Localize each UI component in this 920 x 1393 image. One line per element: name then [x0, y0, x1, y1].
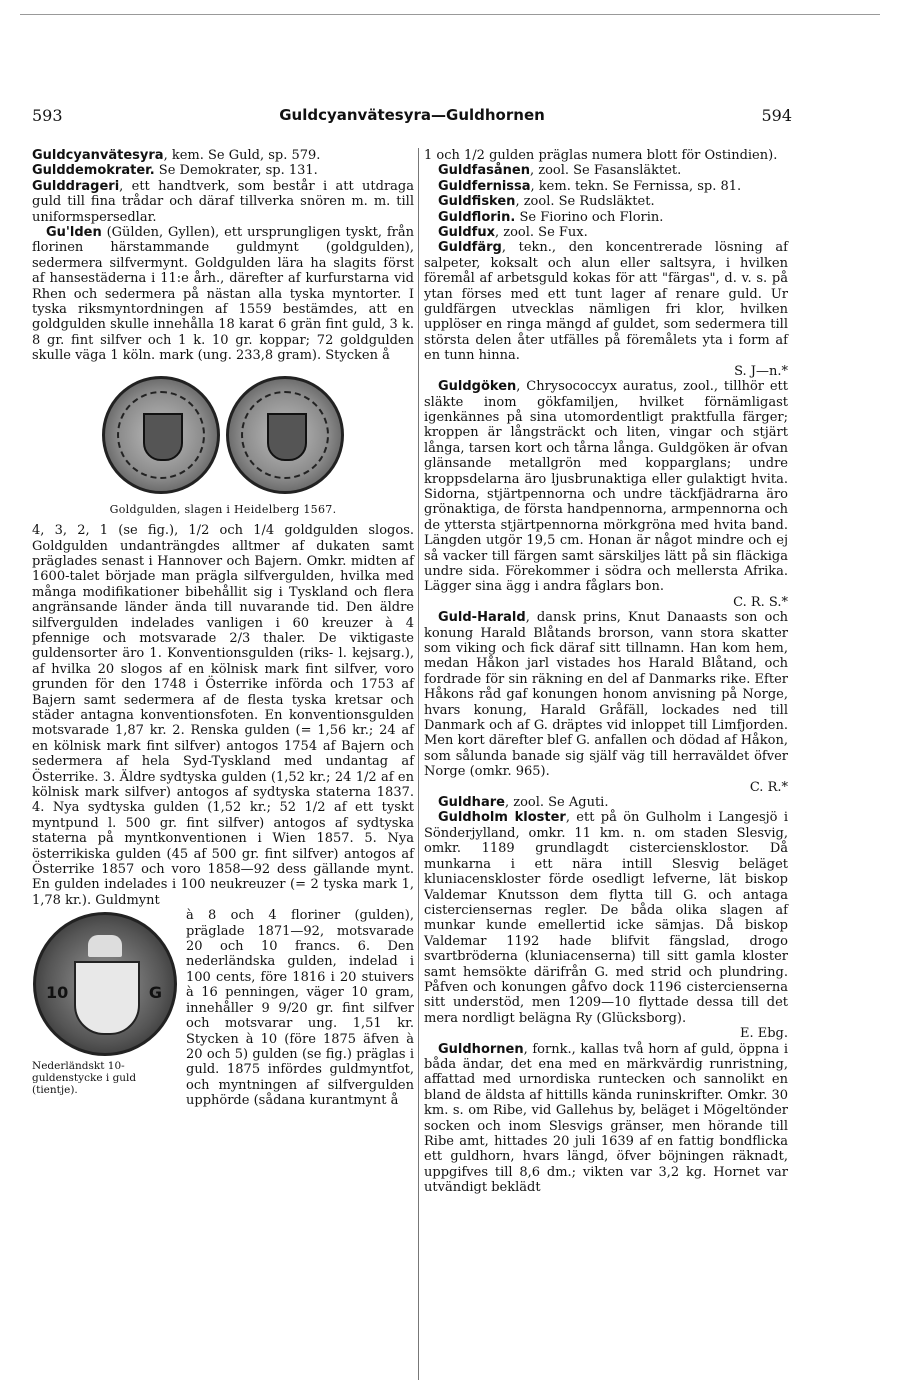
tientje-coin-image — [33, 912, 177, 1056]
entry-guldfisken — [424, 194, 788, 209]
headword: Gu'lden — [46, 225, 102, 241]
entry-guldfux — [424, 225, 788, 240]
entry-text: , tekn., den koncentrerade lösning af salpeter, koksalt och alun eller saltsyra, i hvilken föremål af arbetsguld kokas för att "färgas", d. v. s. på ytan förses med ett tunt lager af renare guld. Ur guldfärgen utvecklas nämligen fri klor, hvilken upplöser en ringa mängd af guldet, som sedermera till största delen åter utfälles på föremålets yta i form af en tunn hinna. — [424, 240, 788, 364]
page-number-left: 593 — [32, 106, 63, 125]
author-signature: C. R.* — [749, 779, 788, 795]
entry-text: , kem. tekn. Se Fernissa, sp. 81. — [530, 178, 742, 194]
author-signature: E. Ebg. — [739, 1026, 788, 1042]
entry-text: Se Demokrater, sp. 131. — [154, 163, 318, 179]
figure-caption: Nederländskt 10-guldenstycke i guld (tientje). — [32, 1060, 137, 1097]
gulden-nederland: à 8 och 4 floriner (gulden), präglade 1871—92, motsvarade 20 och 10 francs. 6. Den nederländska gulden, indelad i 100 cents, före 1816 i 20 stuivers à 16 penningen, väger 10 gram, innehåller 9 9/20 gr. fint silfver och motsvarar ung. 1,51 kr. Stycken à 10 (före 1875 äfven à 20 och 5) gulden (se fig.) präglas i guld. 1875 infördes guldmyntfot, och myntningen af silfvergulden upphörde (sådana kurantmynt å — [186, 908, 414, 1109]
entry-gulddrageri — [32, 179, 414, 225]
entry-text: , fornk., kallas två horn af guld, öppna i båda ändar, det ena med en märkvärdig runristning, affattad med urnordiska runtecken och sannolikt en bland de äldsta af hittills kända runinskrifter. Omkr. 30 km. s. om Ribe, vid Gallehus by, beläget i Mögeltönder socken och inom Slesvigs gränser, men hörande till Ribe amt, hittades 20 juli 1639 af en fattig bondflicka ett guldhorn, hvars längd, öfver böjningen räknadt, uppgifves till 8,6 dm.; vikten var 3,2 kg. Hornet var utvändigt beklädt — [424, 1041, 789, 1196]
figure-caption: Goldgulden, slagen i Heidelberg 1567. — [109, 502, 337, 516]
coin-reverse-image — [226, 376, 344, 494]
entry-text: , ett handtverk, som består i att utdraga guld till fina trådar och däraf tillverka snören m. m. till uniformspersedlar. — [32, 178, 414, 225]
coin-value-label: 10 — [46, 983, 69, 1003]
headword: Guldfernissa — [438, 178, 531, 194]
entry-gulden — [32, 225, 414, 364]
headword: Guldholm kloster — [438, 810, 566, 826]
headword: Guldflorin. — [438, 209, 516, 225]
entry-text: (Gülden, Gyllen), ett ursprungligen tyskt, från florinen härstammande guldmynt (goldgulden), sedermera silfvermynt. Goldgulden lära ha slagits först af hansestäderna i 11:e årh., därefter af kurfurstarna vid Rhen och sedermera på nästan alla tyska myntorter. I tyska riksmyntordningen af 1559 bestämdes, att en goldgulden skulle innehålla 18 karat 6 grän fint guld, 3 k. 8 gr. fint silfver och 1 k. 10 gr. koppar; 72 goldgulden skulle väga 1 köln. mark (ung. 233,8 gram). Stycken å — [32, 225, 414, 364]
headword: Guldhare — [438, 795, 505, 811]
entry-guldhare — [424, 795, 788, 810]
author-signature: C. R. S.* — [733, 594, 788, 610]
headword: Guldcyanvätesyra — [32, 148, 164, 163]
headword: Guldfasånen — [438, 163, 530, 179]
coin-obverse-image — [102, 376, 220, 494]
entry-guldflorin — [424, 210, 788, 225]
entry-text: , ett på ön Gulholm i Langesjö i Sönderjylland, omkr. 11 km. n. om staden Slesvig, omkr. 1189 grundlagdt cisterciensklostor. Då munkarna i ett nära intill Slesvig beläget kluniacenskloster förde osedligt lefverne, lät biskop Valdemar Knutsson dem flytta till G. och antaga cisterciensernas regler. De båda olika slagen af munkar kunde emellertid icke sämjas. Då biskop Valdemar 1192 hade blifvit fängslad, drogo svartbröderna (kluniacenserna) till sitt gamla kloster samt hemsökte därifrån G. med strid och plundring. Påfven och konungen gåfvo dock 1196 cistercienserna sitt understöd, men 1209—10 flyttade dessa till det mera nordligt belägna Ry (Glücksborg). — [424, 810, 788, 1026]
entry-guldcyanvatesyra — [32, 148, 414, 163]
entry-gulddemokrater — [32, 163, 414, 178]
gulden-continued-right: 1 och 1/2 gulden präglas numera blott för Ostindien). — [424, 148, 778, 163]
left-column — [32, 148, 414, 1109]
entry-guldgoken — [424, 379, 788, 610]
entry-text: , zool. Se Fux. — [494, 225, 588, 241]
entry-text: , zool. Se Aguti. — [504, 795, 609, 811]
headword: Guldfisken — [438, 194, 516, 210]
page-header — [32, 106, 792, 128]
page-number-right: 594 — [761, 106, 792, 125]
entry-guldholm-kloster — [424, 810, 788, 1041]
coin-letter-label: G — [148, 983, 162, 1003]
entry-guld-harald — [424, 610, 788, 795]
entry-guldfernissa — [424, 179, 788, 194]
figure-tientje — [32, 912, 178, 1096]
running-title: Guldcyanvätesyra—Guldhornen — [279, 106, 545, 124]
right-column — [424, 148, 788, 1196]
entry-text: , kem. Se Guld, sp. 579. — [163, 148, 321, 163]
entry-guldhornen — [424, 1042, 788, 1196]
headword: Guldfux — [438, 225, 495, 241]
headword: Gulddrageri — [32, 178, 120, 194]
author-signature: S. J—n.* — [734, 363, 788, 379]
entry-text: , dansk prins, Knut Danaasts son och konung Harald Blåtands brorson, vann stora skatter som viking och fick däraf sitt tillnamn. Han kom hem, medan Håkon jarl vistades hos Harald Blåtand, och fordrade för sin räkning en del af Danmarks rike. Efter Håkons råd gaf konungen honom anvisning på Norge, hvars konung, Harald Gråfäll, lockades ned till Danmark och af G. dräptes vid inloppet till Limfjorden. Men kort därefter blef G. anfallen och dödad af Håkon, som sålunda banade sig själf väg till herraväldet öfver Norge (omkr. 965). — [424, 610, 788, 780]
headword: Guldgöken — [438, 379, 517, 395]
entry-guldfarg — [424, 240, 788, 379]
entry-text: Se Fiorino och Florin. — [515, 209, 664, 225]
top-rule — [20, 14, 880, 15]
column-divider — [418, 148, 419, 1380]
headword: Guld-Harald — [438, 610, 526, 626]
headword: Guldhornen — [438, 1041, 524, 1057]
headword: Guldfärg — [438, 240, 502, 256]
entry-text: , Chrysococcyx auratus, zool., tillhör ett släkte inom gökfamiljen, hvilket förnämligast igenkännes på sina utomordentligt praktfulla färger; kroppen är långsträckt och liten, vingar och stjärt långa, tarsen kort och tårna långa. Guldgöken är ofvan glänsande metallgrön med kopparglans; undre kroppsdelarna äro ljusbrunaktiga eller gulaktigt hvita. Sidorna, stjärtpennorna och undre täckfjädrarna äro grönaktiga, de första handpennorna, armpennorna och de yttersta stjärtpennorna mörkgröna med hvita band. Längden utgör 19,5 cm. Honan är något mindre och ej så vacker till färgen samt särskiljes lätt på sin fläckiga undre sida. Förekommer i södra och mellersta Afrika. Lägger sina ägg i andra fåglars bon. — [424, 379, 788, 595]
gulden-continued: 4, 3, 2, 1 (se fig.), 1/2 och 1/4 goldgulden slogos. Goldgulden undanträngdes alltmer af dukaten samt präglades senast i Hannover och Bajern. Omkr. midten af 1600-talet började man prägla silfvergulden, hvilka med många modifikationer bibehållit sig i Tyskland och flera angränsande länder ända till nuvarande tid. Den äldre silfvergulden indelades vanligen i 60 kreuzer à 4 pfennige och motsvarade 2/3 thaler. De viktigaste guldensorter äro 1. Konventionsgulden (riks- l. kejsarg.), af hvilka 20 slogos af en kölnisk mark fint silfver, voro grunden för den 1748 i Österrike införda och 1753 af Bajern samt sedermera af de flesta tyska kretsar och städer antagna konventionsfoten. En konventionsgulden motsvarade 1,87 kr. 2. Renska gulden (= 1,56 kr.; 24 af en kölnisk mark fint silfver) antogos 1754 af Bajern och sedermera af hela Syd-Tyskland med undantag af Österrike. 3. Äldre sydtyska gulden (1,52 kr.; 24 1/2 af en kölnisk mark silfver) antogos af sydtyska staterna 1837. 4. Nya sydtyska gulden (1,52 kr.; 52 1/2 af ett tyskt myntpund l. 500 gr. fint silfver) antogos af sydtyska staterna på myntkonventionen i Wien 1857. 5. Nya österrikiska gulden (45 af 500 gr. fint silfver) antogos af Österrike 1857 och voro 1858—92 dess gällande mynt. En gulden indelades i 100 neukreuzer (= 2 tyska mark 1, 1,78 kr.). Guldmynt — [32, 523, 414, 908]
entry-guldfasanen — [424, 163, 788, 178]
figure-goldgulden — [32, 376, 414, 517]
entry-text: , zool. Se Rudsläktet. — [515, 194, 655, 210]
entry-text: , zool. Se Fasansläktet. — [529, 163, 682, 179]
headword: Gulddemokrater. — [32, 163, 155, 179]
